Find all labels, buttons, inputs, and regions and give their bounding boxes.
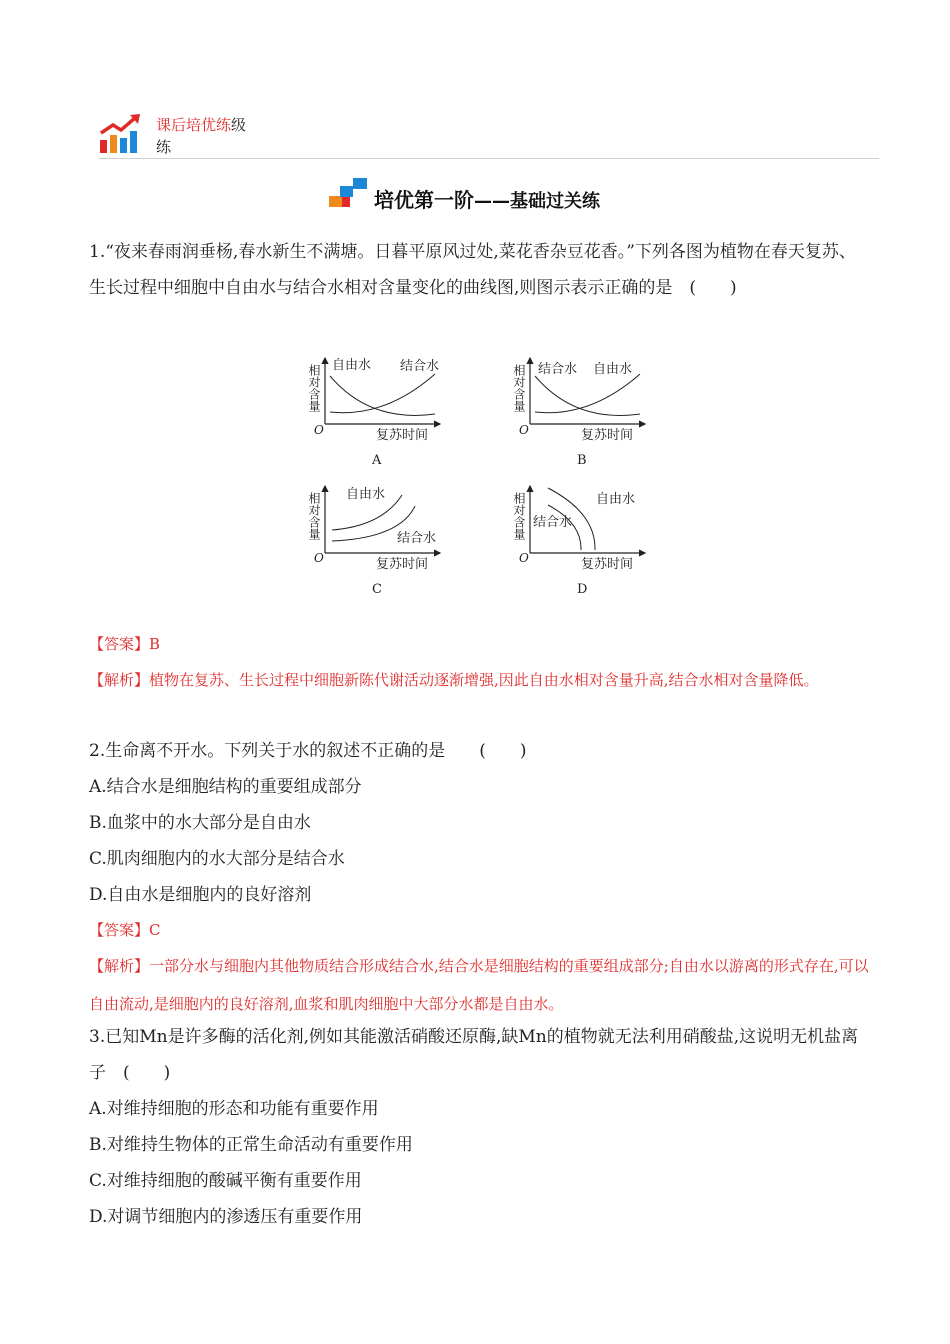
steps-icon [329, 178, 369, 208]
answer-value: C [149, 921, 161, 939]
analysis-text: 植物在复苏、生长过程中细胞新陈代谢活动逐渐增强,因此自由水相对含量升高,结合水相对含量降低。 [149, 671, 819, 689]
panel-b [512, 358, 645, 468]
panel-b-origin: O [519, 423, 529, 437]
question-1-text: 1.“夜来春雨润垂杨,春水新生不满塘。日暮平原风过处,菜花香杂豆花香。”下列各图为植物在春天复苏、生长过程中细胞中自由水与结合水相对含量变化的曲线图,则图示表示正确的是 ( ) [89, 242, 856, 298]
panel-c-x-axis-label: 复苏时间 [376, 557, 429, 572]
header-divider [99, 158, 879, 159]
panel-a-y-axis-label: 相对含量 [307, 364, 321, 412]
question-2-text: 2.生命离不开水。下列关于水的叙述不正确的是 ( ) [89, 741, 527, 761]
header-title-black-2: 练 [156, 138, 172, 156]
panel-a-label: A [372, 453, 382, 468]
question-2-answer [89, 912, 879, 948]
panel-d-label: D [577, 582, 588, 597]
header-title [156, 114, 246, 158]
answer-value: B [149, 635, 161, 653]
question-2-option-b: B.血浆中的水大部分是自由水 [89, 813, 311, 833]
panel-d-curve-1-label: 自由水 [596, 492, 636, 507]
question-1-analysis [89, 662, 879, 698]
analysis-text: 一部分水与细胞内其他物质结合形成结合水,结合水是细胞结构的重要组成部分;自由水以游离的形式存在,可以自由流动,是细胞内的良好溶剂,血浆和肌肉细胞中大部分水都是自由水。 [89, 957, 869, 1013]
panel-a-curve-bound-water [330, 374, 435, 413]
panel-b-curve-1-label: 结合水 [538, 362, 578, 377]
panel-a-curve-2-label: 结合水 [400, 359, 440, 374]
question-2-analysis [89, 947, 879, 1023]
panel-b-curve-2-label: 自由水 [593, 362, 633, 377]
question-2-option-d: D.自由水是细胞内的良好溶剂 [89, 885, 312, 905]
panel-c-curve-2-label: 结合水 [397, 531, 437, 546]
answer-tag: 【答案】 [89, 921, 150, 939]
panel-a-origin: O [314, 423, 324, 437]
question-2-option-c: C.肌肉细胞内的水大部分是结合水 [89, 849, 345, 869]
section-title [374, 184, 600, 213]
panel-d-curve-2-label: 结合水 [533, 515, 573, 530]
section-title-sub: ——基础过关练 [474, 191, 600, 212]
analysis-tag: 【解析】 [89, 957, 150, 975]
panel-d-y-axis-label: 相对含量 [512, 492, 526, 540]
panel-c-label: C [372, 582, 382, 597]
question-1-figure [290, 348, 650, 598]
panel-b-label: B [577, 453, 587, 468]
question-3-text: 3.已知Mn是许多酶的活化剂,例如其能激活硝酸还原酶,缺Mn的植物就无法利用硝酸盐,这说明无机盐离子 ( ) [89, 1027, 859, 1083]
question-2-option-a: A.结合水是细胞结构的重要组成部分 [89, 777, 362, 797]
question-3-option-c: C.对维持细胞的酸碱平衡有重要作用 [89, 1171, 362, 1191]
growth-chart-icon [99, 113, 143, 155]
answer-tag: 【答案】 [89, 635, 150, 653]
question-3-option-d: D.对调节细胞内的渗透压有重要作用 [89, 1207, 363, 1227]
section-title-main: 培优第一阶 [374, 188, 474, 212]
header-title-red: 课后培优练 [156, 116, 232, 134]
panel-c-curve-1-label: 自由水 [346, 487, 386, 502]
panel-c [307, 486, 440, 597]
panel-d-x-axis-label: 复苏时间 [581, 557, 634, 572]
panel-a-x-axis-label: 复苏时间 [376, 428, 429, 443]
analysis-tag: 【解析】 [89, 671, 150, 689]
panel-a [307, 357, 440, 468]
question-3-option-b: B.对维持生物体的正常生命活动有重要作用 [89, 1135, 413, 1155]
panel-b-curve-free-water [535, 374, 640, 413]
question-1-answer [89, 626, 879, 662]
panel-b-y-axis-label: 相对含量 [512, 364, 526, 412]
header-title-black-1: 级 [231, 116, 247, 134]
panel-b-x-axis-label: 复苏时间 [581, 428, 634, 443]
panel-c-origin: O [314, 551, 324, 565]
panel-d-origin: O [519, 551, 529, 565]
panel-c-y-axis-label: 相对含量 [307, 492, 321, 540]
question-3-option-a: A.对维持细胞的形态和功能有重要作用 [89, 1099, 379, 1119]
panel-b-curve-bound-water [535, 376, 640, 415]
panel-a-curve-1-label: 自由水 [332, 358, 372, 373]
panel-a-curve-free-water [330, 376, 435, 415]
panel-d [512, 486, 645, 597]
